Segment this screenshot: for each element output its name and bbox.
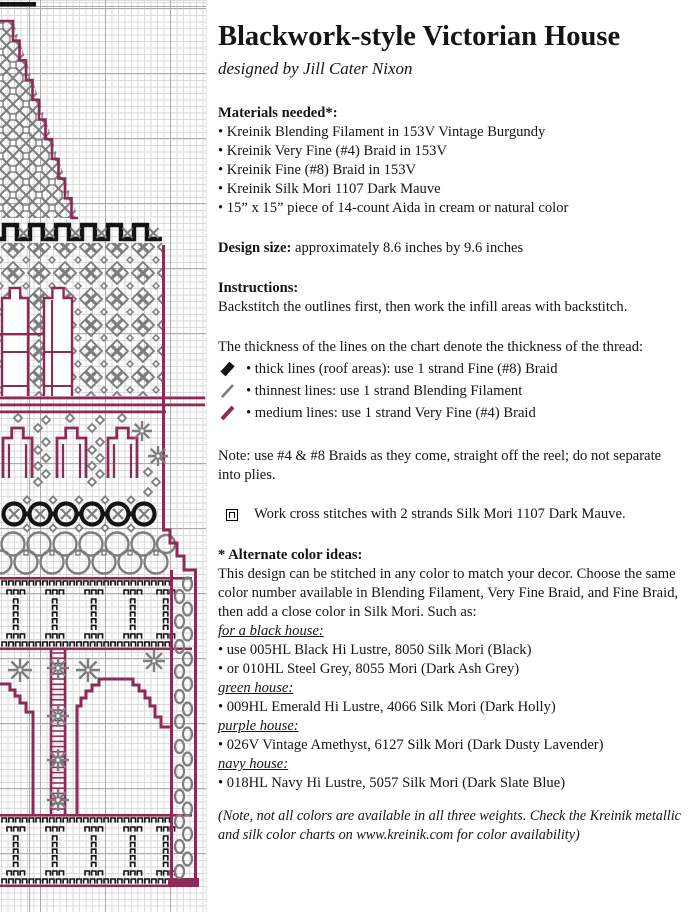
design-size-label: Design size:: [218, 240, 292, 256]
instructions-heading: Instructions:: [218, 280, 299, 296]
alternate-heading: * Alternate color ideas:: [218, 547, 363, 563]
cross-stitch-symbol-icon: [226, 509, 238, 521]
alternate-section: [218, 546, 686, 793]
availability-footnote: (Note, not all colors are available in all three weights. Check the Kreinik metallic and silk color charts on www.kreinik.com for color availability): [218, 808, 681, 843]
alt-bullet: • use 005HL Black Hi Lustre, 8050 Silk Mori (Black): [218, 642, 532, 658]
alt-bullet: • or 010HL Steel Grey, 8055 Mori (Dark Ash Grey): [218, 661, 520, 677]
alt-label-navy: navy house:: [218, 756, 289, 772]
instructions-text: Backstitch the outlines first, then work the infill areas with backstitch.: [218, 299, 628, 315]
legend-thin-text: • thinnest lines: use 1 strand Blending Filament: [246, 382, 523, 399]
materials-heading: Materials needed*:: [218, 105, 338, 121]
material-item: • 15” x 15” piece of 14-count Aida in cream or natural color: [218, 200, 569, 216]
alternate-intro: This design can be stitched in any color to match your decor. Choose the same color number available in Blending Filament, Very Fine Braid, and Fine Braid, then add a close color in Silk Mori. Such as:: [218, 566, 679, 620]
legend-row-thin: [218, 381, 686, 401]
thickness-intro: The thickness of the lines on the chart denote the thickness of the thread:: [218, 339, 644, 355]
materials-section: [218, 104, 686, 218]
design-size: [218, 239, 686, 258]
alt-bullet: • 018HL Navy Hi Lustre, 5057 Silk Mori (Dark Slate Blue): [218, 775, 566, 791]
medium-line-icon: [218, 404, 238, 422]
cross-stitch-row: [218, 505, 686, 524]
alt-bullet: • 009HL Emerald Hi Lustre, 4066 Silk Mori (Dark Holly): [218, 699, 556, 715]
alt-label-black: for a black house:: [218, 623, 324, 639]
thin-line-icon: [218, 382, 238, 400]
page-title: Blackwork-style Victorian House: [218, 21, 621, 52]
legend-row-thick: [218, 359, 686, 379]
pattern-text-column: [218, 20, 686, 845]
alt-label-purple: purple house:: [218, 718, 299, 734]
material-item: • Kreinik Fine (#8) Braid in 153V: [218, 162, 417, 178]
alt-bullet: • 026V Vintage Amethyst, 6127 Silk Mori (Dark Dusty Lavender): [218, 737, 604, 753]
design-size-value: approximately 8.6 inches by 9.6 inches: [291, 240, 524, 256]
material-item: • Kreinik Blending Filament in 153V Vintage Burgundy: [218, 124, 546, 140]
thick-line-icon: [218, 360, 238, 378]
house-chart: [0, 0, 206, 912]
instructions-section: [218, 279, 686, 317]
legend-medium-text: • medium lines: use 1 strand Very Fine (#4) Braid: [246, 404, 536, 421]
material-item: • Kreinik Silk Mori 1107 Dark Mauve: [218, 181, 441, 197]
alt-label-green: green house:: [218, 680, 294, 696]
material-item: • Kreinik Very Fine (#4) Braid in 153V: [218, 143, 447, 159]
byline: designed by Jill Cater Nixon: [218, 59, 413, 78]
thickness-section: [218, 338, 686, 423]
legend-thick-text: • thick lines (roof areas): use 1 strand Fine (#8) Braid: [246, 360, 558, 377]
cross-stitch-text: Work cross stitches with 2 strands Silk Mori 1107 Dark Mauve.: [254, 506, 626, 522]
blackwork-chart-panel: [0, 0, 207, 912]
legend-row-medium: [218, 403, 686, 423]
braid-note: Note: use #4 & #8 Braids as they come, straight off the reel; do not separate into plies.: [218, 448, 662, 483]
